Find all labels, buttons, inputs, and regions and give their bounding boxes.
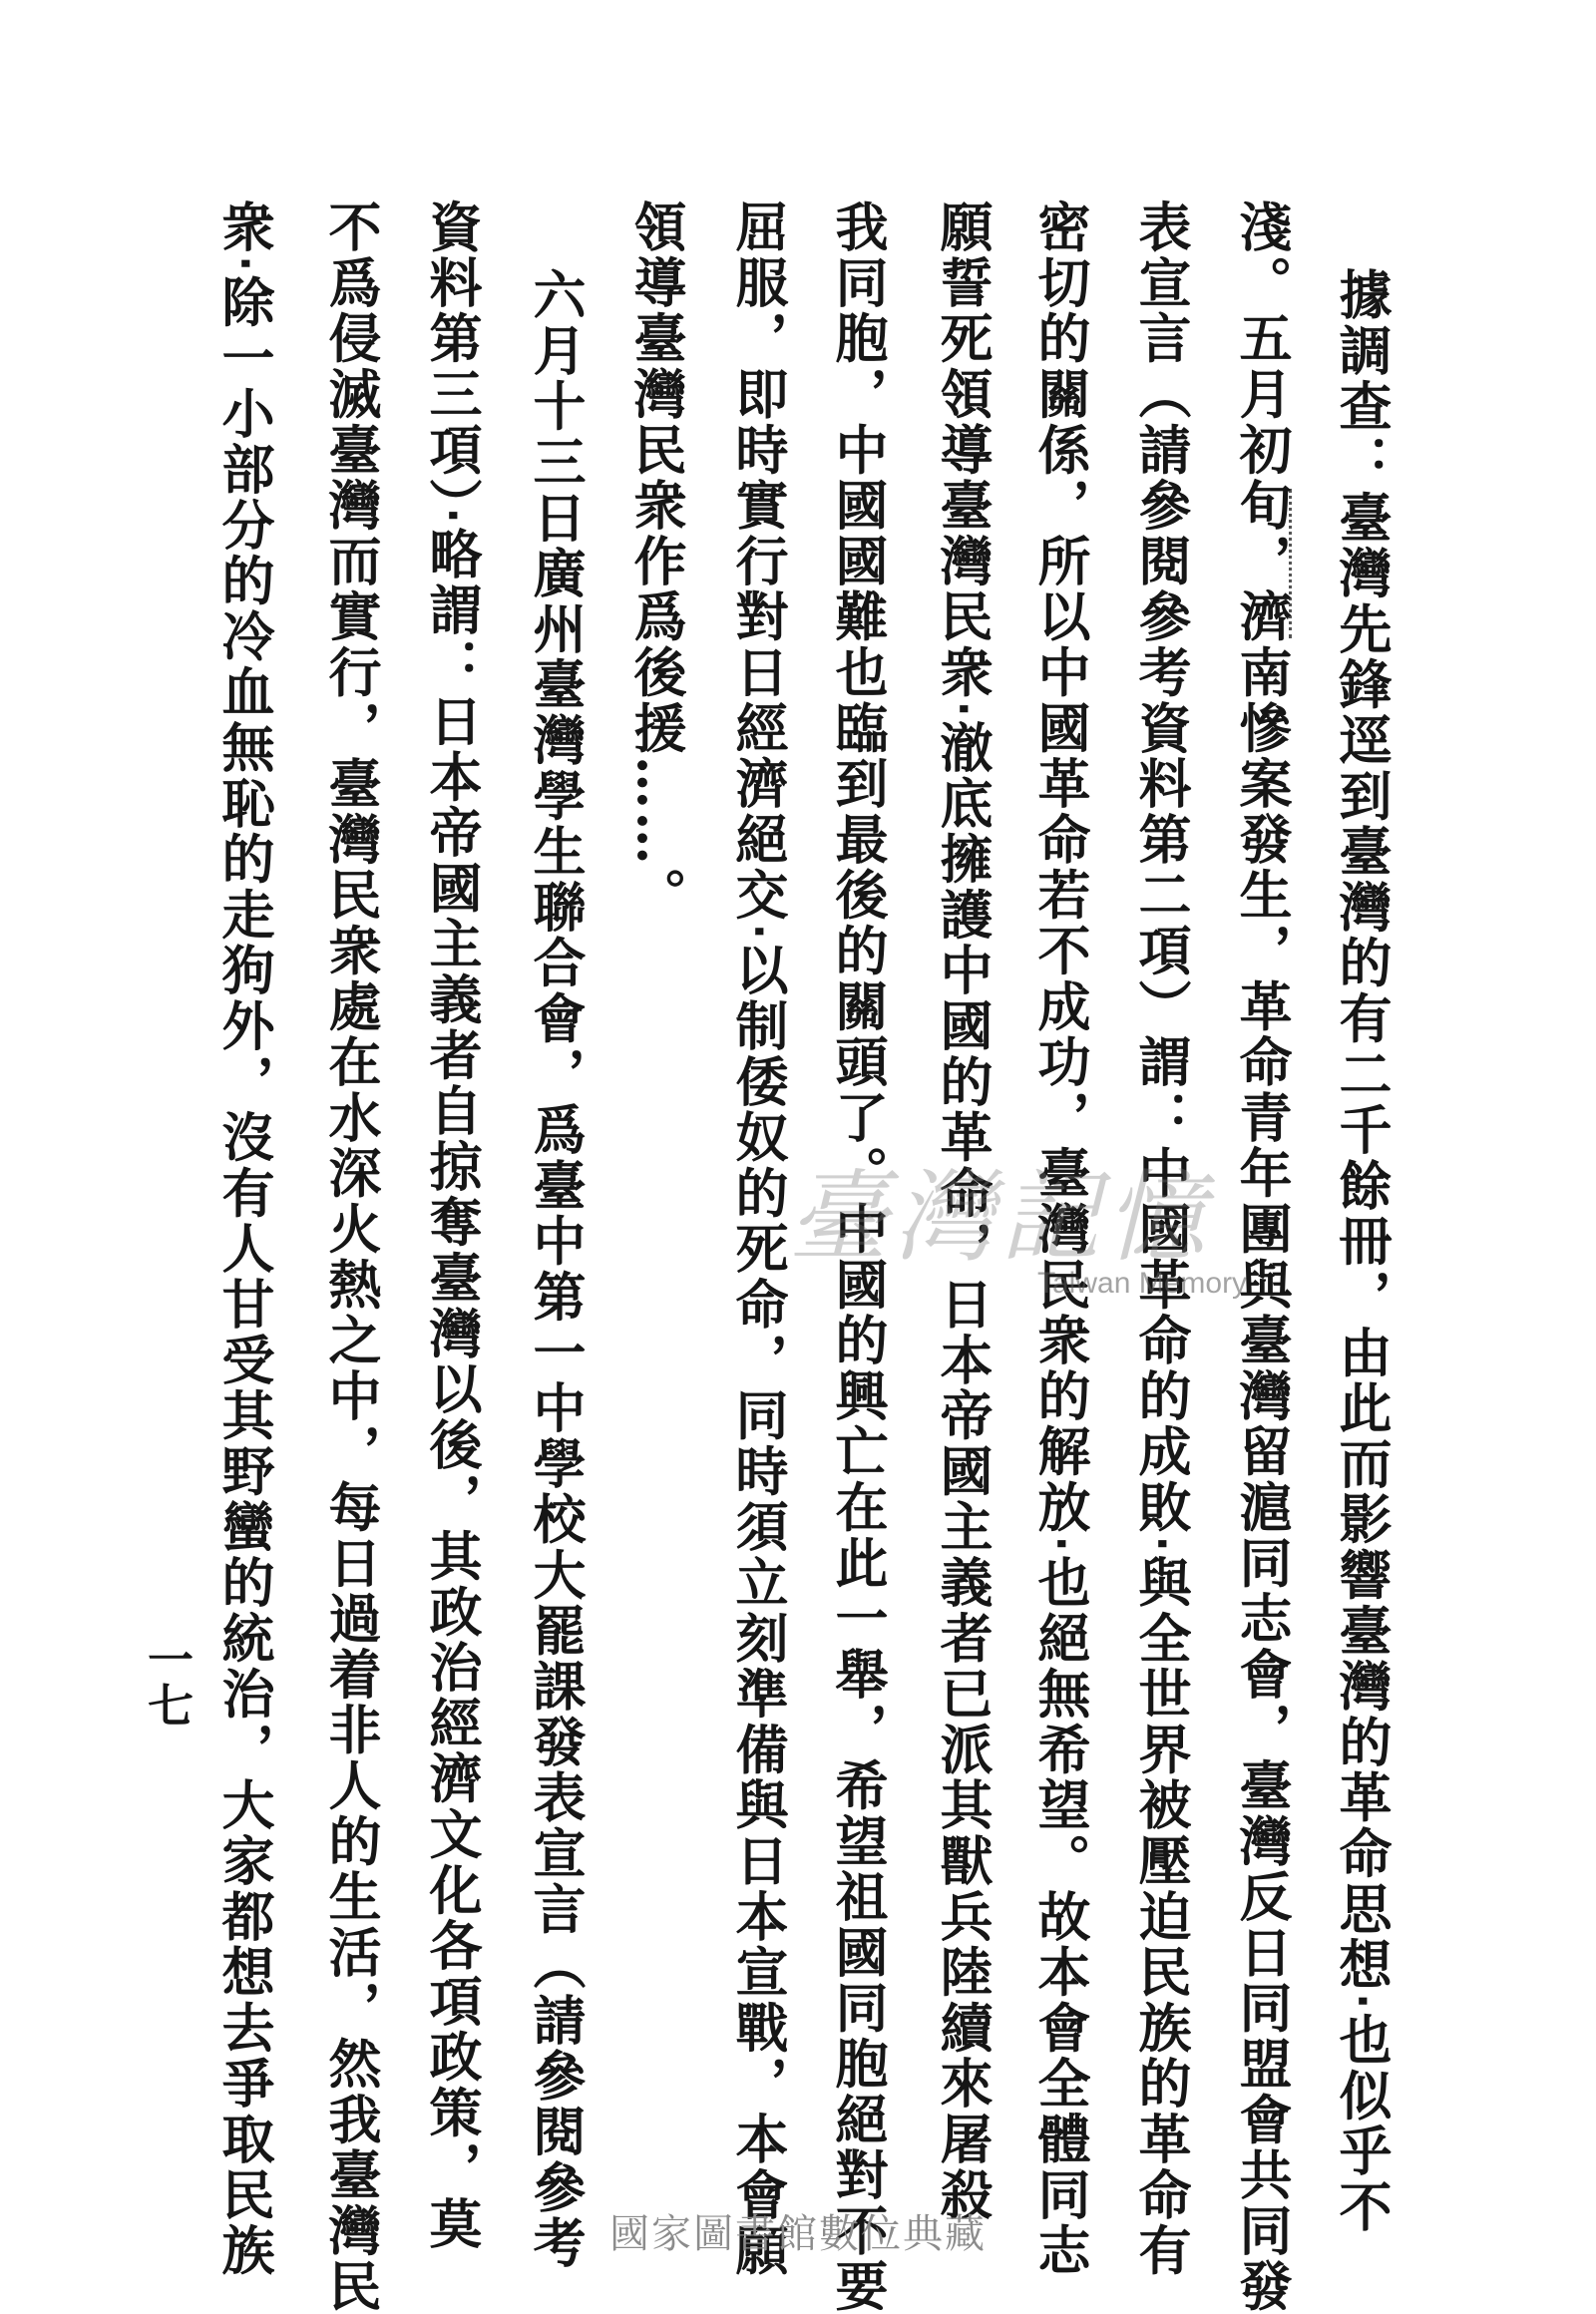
text-column-11: 不爲侵滅臺灣而實行，臺灣民衆處在水深火熱之中，每日過着非人的生活，然我臺灣民 — [320, 199, 382, 2314]
text-column-10: 資料第三項）‧略謂：日本帝國主義者自掠奪臺灣以後，其政治經濟文化各項政策，莫 — [421, 199, 483, 2252]
text-column-2: 淺。五月初旬，濟南慘案發生，革命青年團與臺灣留滬同志會，臺灣反日同盟會共同發 — [1231, 199, 1293, 2314]
watermark-logo: 臺灣記憶 — [788, 1159, 1211, 1276]
text-column-9: 六月十三日廣州臺灣學生聯合會，爲臺中第一中學校大罷課發表宣言（請參閱參考 — [525, 267, 587, 2271]
page-number: 一七 — [141, 1636, 195, 1728]
text-column-7: 屈服，即時實行對日經濟絕交‧以制倭奴的死命，同時須立刻準備與日本宣戰，本會願 — [727, 199, 789, 2279]
footer-credit: 國家圖書館數位典藏 — [609, 2211, 987, 2257]
text-column-12: 衆‧除一小部分的冷血無恥的走狗外，沒有人甘受其野蠻的統治，大家都想去爭取民族 — [213, 199, 275, 2279]
watermark-subtitle: Taiwan Memory — [1037, 1267, 1248, 1300]
text-column-6: 我同胞，中國國難也臨到最後的關頭了。中國的興亡在此一舉，希望祖國同胞絕對不要 — [827, 199, 889, 2314]
text-column-4: 密切的關係，所以中國革命若不成功，臺灣民衆的解放‧也絕無希望。故本會全體同志 — [1029, 199, 1091, 2279]
text-column-8: 領導臺灣民衆作爲後援……。 — [625, 199, 687, 924]
text-column-5: 願誓死領導臺灣民衆‧澈底擁護中國的革命，日本帝國主義者已派其獸兵陸續來屠殺 — [932, 199, 994, 2223]
text-column-1: 據調查：臺灣先鋒逕到臺灣的有二千餘冊，由此而影響臺灣的革命思想‧也似乎不 — [1331, 267, 1393, 2235]
text-column-3: 表宣言（請參閱參考資料第二項）謂：中國革命的成敗‧與全世界被壓迫民族的革命有 — [1130, 199, 1192, 2279]
